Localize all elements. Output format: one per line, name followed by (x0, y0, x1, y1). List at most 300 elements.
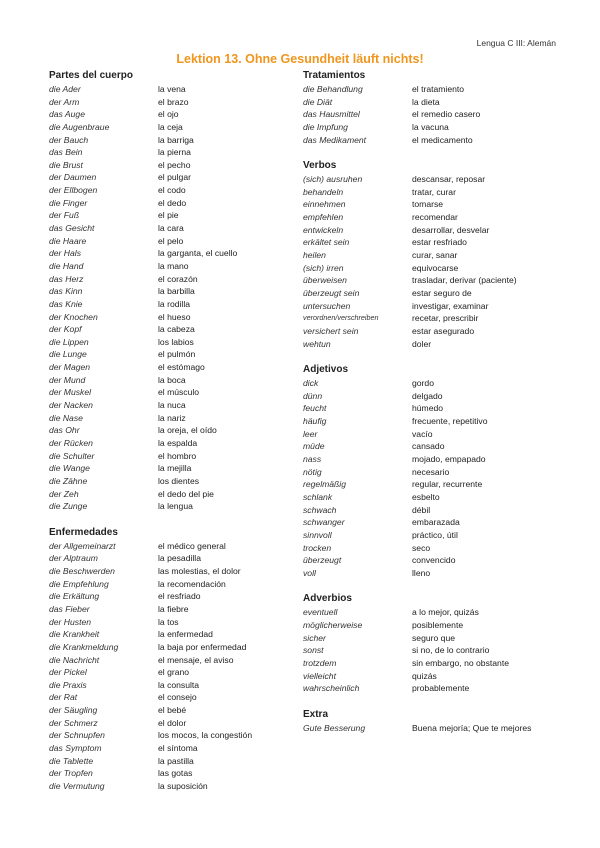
spanish-translation: frecuente, repetitivo (412, 416, 488, 427)
german-term: versichert sein (303, 325, 359, 336)
section-title: Tratamientos (303, 70, 366, 81)
section-enfermedades (49, 526, 279, 793)
vocab-row (49, 780, 279, 793)
german-term: der Fuß (49, 210, 80, 221)
german-term: einnehmen (303, 199, 346, 210)
vocab-row (303, 262, 563, 275)
spanish-translation: la suposición (158, 780, 208, 791)
spanish-translation: probablemente (412, 683, 470, 694)
vocab-row (303, 121, 563, 134)
vocab-row (49, 437, 279, 450)
spanish-translation: estar asegurado (412, 325, 475, 336)
spanish-translation: vacío (412, 428, 433, 439)
german-term: der Magen (49, 362, 91, 373)
german-term: die Erkältung (49, 591, 100, 602)
spanish-translation: tratar, curar (412, 186, 456, 197)
german-term: der Husten (49, 616, 92, 627)
german-term: das Gesicht (49, 223, 95, 234)
vocab-row (49, 386, 279, 399)
vocab-row (303, 312, 563, 325)
german-term: das Fieber (49, 603, 90, 614)
section-title: Extra (303, 708, 329, 720)
section-title: Adverbios (303, 593, 352, 605)
spanish-translation: la vacuna (412, 121, 449, 132)
german-term: die Brust (49, 159, 83, 170)
vocab-row (303, 96, 563, 109)
german-term: müde (303, 441, 325, 452)
german-term: der Mund (49, 374, 86, 385)
spanish-translation: la baja por enfermedad (158, 641, 247, 652)
vocab-row (303, 83, 563, 96)
german-term: die Krankmeldung (49, 641, 119, 652)
german-term: eventuell (303, 607, 338, 618)
spanish-translation: el médico general (158, 540, 226, 551)
spanish-translation: el pie (158, 210, 179, 221)
spanish-translation: el brazo (158, 96, 189, 107)
spanish-translation: necesario (412, 466, 450, 477)
vocab-row (49, 540, 279, 553)
vocab-row (49, 462, 279, 475)
vocab-row (303, 606, 563, 619)
german-term: der Rücken (49, 437, 93, 448)
section-title: Partes del cuerpo (49, 70, 133, 81)
vocab-row (49, 184, 279, 197)
spanish-translation: el músculo (158, 387, 200, 398)
vocab-row (49, 298, 279, 311)
vocab-row (49, 323, 279, 336)
german-term: der Hals (49, 248, 81, 259)
vocab-row (49, 729, 279, 742)
vocab-row (49, 500, 279, 513)
spanish-translation: el pelo (158, 235, 184, 246)
spanish-translation: el remedio casero (412, 109, 481, 120)
german-term: der Muskel (49, 387, 92, 398)
vocab-row (49, 209, 279, 222)
section-adjetivos (303, 363, 563, 579)
vocab-row (303, 186, 563, 199)
vocab-row (303, 428, 563, 441)
spanish-translation: el hueso (158, 311, 191, 322)
spanish-translation: las molestias, el dolor (158, 566, 241, 577)
vocab-row (303, 249, 563, 262)
german-term: die Diät (303, 96, 333, 107)
spanish-translation: la mejilla (158, 463, 192, 474)
vocab-row (49, 399, 279, 412)
page-title: Lektion 13. Ohne Gesundheit läuft nichts! (176, 52, 424, 66)
vocab-row (49, 704, 279, 717)
german-term: dick (303, 378, 319, 389)
german-term: vielleicht (303, 670, 336, 681)
german-term: der Nacken (49, 400, 93, 411)
german-term: die Finger (49, 197, 88, 208)
german-term: dünn (303, 390, 323, 401)
vocab-row (49, 247, 279, 260)
german-term: untersuchen (303, 300, 351, 311)
vocab-row (49, 121, 279, 134)
vocab-row (303, 632, 563, 645)
german-term: der Bauch (49, 134, 89, 145)
german-term: erkältet sein (303, 237, 350, 248)
german-term: das Auge (49, 109, 85, 120)
german-term: der Ellbogen (49, 185, 98, 196)
german-term: der Tropfen (49, 768, 93, 779)
vocab-row (49, 412, 279, 425)
vocab-row (303, 377, 563, 390)
spanish-translation: el bebé (158, 705, 187, 716)
section-tratamientos (303, 69, 563, 146)
vocab-row (303, 619, 563, 632)
spanish-translation: la tos (158, 616, 179, 627)
spanish-translation: estar seguro de (412, 287, 472, 298)
vocab-row (303, 415, 563, 428)
vocab-row (49, 336, 279, 349)
right-column (303, 69, 563, 748)
vocab-row (49, 450, 279, 463)
german-term: der Knochen (49, 311, 98, 322)
spanish-translation: el síntoma (158, 743, 198, 754)
vocab-row (49, 578, 279, 591)
german-term: überzeugt (303, 555, 342, 566)
vocab-row (49, 108, 279, 121)
vocab-row (49, 374, 279, 387)
vocab-row (49, 666, 279, 679)
german-term: der Rat (49, 692, 78, 703)
spanish-translation: la oreja, el oído (158, 425, 217, 436)
spanish-translation: estar resfriado (412, 237, 467, 248)
vocab-row (49, 679, 279, 692)
spanish-translation: seguro que (412, 632, 456, 643)
german-term: die Zunge (49, 501, 88, 512)
german-term: überzeugt sein (303, 287, 360, 298)
vocab-row (303, 338, 563, 351)
spanish-translation: la lengua (158, 501, 193, 512)
spanish-translation: la vena (158, 84, 186, 94)
spanish-translation: el consejo (158, 692, 197, 703)
spanish-translation: la espalda (158, 437, 198, 448)
spanish-translation: el hombro (158, 450, 197, 461)
spanish-translation: investigar, examinar (412, 300, 489, 311)
spanish-translation: el codo (158, 185, 186, 196)
vocab-row (303, 198, 563, 211)
vocab-row (49, 616, 279, 629)
spanish-translation: la nuca (158, 400, 186, 411)
german-term: häufig (303, 416, 327, 427)
vocab-row (49, 171, 279, 184)
german-term: das Ohr (49, 425, 80, 436)
spanish-translation: a lo mejor, quizás (412, 607, 479, 618)
spanish-translation: la recomendación (158, 578, 226, 589)
spanish-translation: quizás (412, 670, 437, 681)
spanish-translation: el mensaje, el aviso (158, 654, 234, 665)
vocab-row (303, 670, 563, 683)
vocab-row (303, 287, 563, 300)
german-term: die Nachricht (49, 654, 100, 665)
spanish-translation: la consulta (158, 679, 200, 690)
vocab-row (303, 682, 563, 695)
german-term: das Medikament (303, 134, 367, 145)
vocab-row (49, 96, 279, 109)
vocab-row (303, 402, 563, 415)
german-term: schlank (303, 491, 333, 502)
vocab-row (49, 424, 279, 437)
german-term: die Hand (49, 260, 84, 271)
section-adverbios (303, 592, 563, 694)
spanish-translation: si no, de lo contrario (412, 645, 490, 656)
vocab-row (303, 567, 563, 580)
spanish-translation: trasladar, derivar (paciente) (412, 275, 517, 286)
section-title: Enfermedades (49, 526, 118, 538)
german-term: die Schulter (49, 450, 95, 461)
spanish-translation: práctico, útil (412, 529, 458, 540)
german-term: trocken (303, 542, 332, 553)
vocab-row (303, 108, 563, 121)
spanish-translation: la pierna (158, 147, 191, 158)
vocab-row (49, 603, 279, 616)
german-term: der Schmerz (49, 717, 98, 728)
vocab-row (303, 657, 563, 670)
spanish-translation: equivocarse (412, 262, 459, 273)
spanish-translation: la fiebre (158, 603, 189, 614)
spanish-translation: débil (412, 504, 431, 515)
spanish-translation: Buena mejoría; Que te mejores (412, 722, 532, 733)
spanish-translation: esbelto (412, 491, 440, 502)
section-title: Adjetivos (303, 364, 349, 376)
spanish-translation: la nariz (158, 412, 186, 423)
vocab-row (49, 159, 279, 172)
spanish-translation: regular, recurrente (412, 479, 483, 490)
german-term: (sich) irren (303, 262, 344, 273)
spanish-translation: desarrollar, desvelar (412, 224, 490, 235)
spanish-translation: la cara (158, 223, 184, 234)
vocab-row (49, 311, 279, 324)
german-term: der Schnupfen (49, 730, 105, 741)
spanish-translation: curar, sanar (412, 250, 458, 261)
vocab-row (303, 529, 563, 542)
spanish-translation: las gotas (158, 768, 193, 779)
section-verbos (303, 159, 563, 350)
spanish-translation: sin embargo, no obstante (412, 657, 509, 668)
section-extra (303, 708, 563, 735)
vocab-row (49, 197, 279, 210)
vocab-row (303, 516, 563, 529)
german-term: der Arm (49, 96, 80, 107)
spanish-translation: el estómago (158, 362, 205, 373)
german-term: empfehlen (303, 212, 344, 223)
spanish-translation: el pulgar (158, 172, 191, 183)
german-term: schwach (303, 504, 337, 515)
german-term: das Hausmittel (303, 109, 360, 120)
spanish-translation: el medicamento (412, 134, 473, 145)
vocab-row (303, 722, 563, 735)
vocab-row (49, 475, 279, 488)
spanish-translation: la barriga (158, 134, 194, 145)
section-partes-del-cuerpo (49, 69, 279, 513)
german-term: der Pickel (49, 667, 87, 678)
german-term: Gute Besserung (303, 722, 366, 733)
german-term: die Lippen (49, 336, 89, 347)
vocab-row (303, 274, 563, 287)
german-term: sonst (303, 645, 324, 656)
spanish-translation: el pulmón (158, 349, 196, 360)
left-column (49, 69, 279, 806)
spanish-translation: la pastilla (158, 755, 194, 766)
spanish-translation: seco (412, 542, 431, 553)
spanish-translation: la ceja (158, 121, 183, 132)
spanish-translation: tomarse (412, 199, 444, 210)
german-term: die Augenbraue (49, 121, 110, 132)
spanish-translation: recomendar (412, 212, 458, 223)
spanish-translation: embarazada (412, 517, 460, 528)
spanish-translation: el dolor (158, 717, 187, 728)
spanish-translation: lleno (412, 567, 431, 578)
german-term: voll (303, 567, 316, 578)
german-term: verordnen/verschreiben (303, 313, 379, 323)
german-term: (sich) ausruhen (303, 174, 363, 185)
vocab-row (49, 260, 279, 273)
spanish-translation: la garganta, el cuello (158, 248, 238, 259)
spanish-translation: el tratamiento (412, 84, 465, 94)
vocab-row (303, 453, 563, 466)
german-term: die Beschwerden (49, 566, 115, 577)
spanish-translation: cansado (412, 441, 445, 452)
vocab-row (49, 235, 279, 248)
german-term: das Knie (49, 298, 83, 309)
vocab-row (49, 285, 279, 298)
spanish-translation: recetar, prescribir (412, 313, 479, 324)
spanish-translation: el ojo (158, 109, 179, 120)
spanish-translation: delgado (412, 390, 443, 401)
spanish-translation: la barbilla (158, 286, 195, 297)
spanish-translation: la rodilla (158, 298, 191, 309)
spanish-translation: el corazón (158, 273, 198, 284)
vocab-row (303, 236, 563, 249)
german-term: das Bein (49, 147, 83, 158)
german-term: heilen (303, 250, 326, 261)
german-term: regelmäßig (303, 479, 346, 490)
spanish-translation: la enfermedad (158, 629, 213, 640)
german-term: sinnvoll (303, 529, 332, 540)
vocab-row (49, 641, 279, 654)
vocab-row (49, 767, 279, 780)
spanish-translation: los labios (158, 336, 194, 347)
course-label: Lengua C III: Alemán (476, 38, 556, 48)
german-term: die Nase (49, 412, 83, 423)
german-term: der Alptraum (49, 553, 98, 564)
german-term: entwickeln (303, 224, 344, 235)
german-term: die Praxis (49, 679, 87, 690)
german-term: schwanger (303, 517, 345, 528)
spanish-translation: la cabeza (158, 324, 195, 335)
german-term: der Säugling (49, 705, 98, 716)
german-term: die Ader (49, 84, 81, 94)
german-term: das Symptom (49, 743, 102, 754)
vocab-row (49, 755, 279, 768)
vocab-row (303, 134, 563, 147)
german-term: die Krankheit (49, 629, 100, 640)
german-term: die Behandlung (303, 84, 363, 94)
vocab-row (49, 146, 279, 159)
german-term: sicher (303, 632, 326, 643)
vocab-row (303, 224, 563, 237)
vocab-row (303, 440, 563, 453)
vocab-row (49, 134, 279, 147)
spanish-translation: la pesadilla (158, 553, 201, 564)
german-term: feucht (303, 403, 327, 414)
vocab-row (49, 654, 279, 667)
vocab-row (303, 542, 563, 555)
vocab-row (303, 504, 563, 517)
vocab-row (49, 552, 279, 565)
spanish-translation: el resfriado (158, 591, 201, 602)
german-term: die Empfehlung (49, 578, 109, 589)
german-term: der Allgemeinarzt (49, 540, 116, 551)
vocab-row (49, 222, 279, 235)
vocab-row (49, 717, 279, 730)
spanish-translation: gordo (412, 378, 434, 389)
vocab-row (303, 491, 563, 504)
spanish-translation: mojado, empapado (412, 454, 486, 465)
spanish-translation: el dedo (158, 197, 187, 208)
german-term: die Zähne (49, 475, 88, 486)
german-term: überweisen (303, 275, 347, 286)
german-term: der Zeh (49, 488, 79, 499)
german-term: nass (303, 454, 322, 465)
vocab-row (303, 325, 563, 338)
section-title: Verbos (303, 160, 337, 172)
german-term: die Impfung (303, 121, 348, 132)
german-term: die Vermutung (49, 780, 105, 791)
vocab-row (303, 173, 563, 186)
german-term: leer (303, 428, 318, 439)
spanish-translation: los mocos, la congestión (158, 730, 253, 741)
german-term: die Tablette (49, 755, 94, 766)
vocab-row (303, 554, 563, 567)
vocab-row (49, 361, 279, 374)
german-term: das Kinn (49, 286, 83, 297)
german-term: der Daumen (49, 172, 97, 183)
vocab-row (49, 488, 279, 501)
german-term: das Herz (49, 273, 84, 284)
spanish-translation: doler (412, 338, 432, 349)
vocab-row (49, 273, 279, 286)
german-term: wahrscheinlich (303, 683, 360, 694)
vocab-row (49, 348, 279, 361)
spanish-translation: los dientes (158, 475, 200, 486)
vocab-row (303, 466, 563, 479)
vocab-row (303, 300, 563, 313)
german-term: die Lunge (49, 349, 87, 360)
spanish-translation: el grano (158, 667, 190, 678)
vocab-row (49, 83, 279, 96)
vocab-row (303, 644, 563, 657)
vocab-row (49, 691, 279, 704)
vocab-row (49, 565, 279, 578)
spanish-translation: la mano (158, 260, 189, 271)
german-term: wehtun (303, 338, 331, 349)
german-term: behandeln (303, 186, 344, 197)
german-term: nötig (303, 466, 322, 477)
vocab-row (303, 390, 563, 403)
spanish-translation: húmedo (412, 403, 444, 414)
german-term: trotzdem (303, 657, 337, 668)
spanish-translation: la dieta (412, 96, 440, 107)
vocab-row (49, 628, 279, 641)
german-term: der Kopf (49, 324, 82, 335)
vocab-row (303, 211, 563, 224)
vocab-row (303, 478, 563, 491)
spanish-translation: convencido (412, 555, 456, 566)
vocab-row (49, 590, 279, 603)
